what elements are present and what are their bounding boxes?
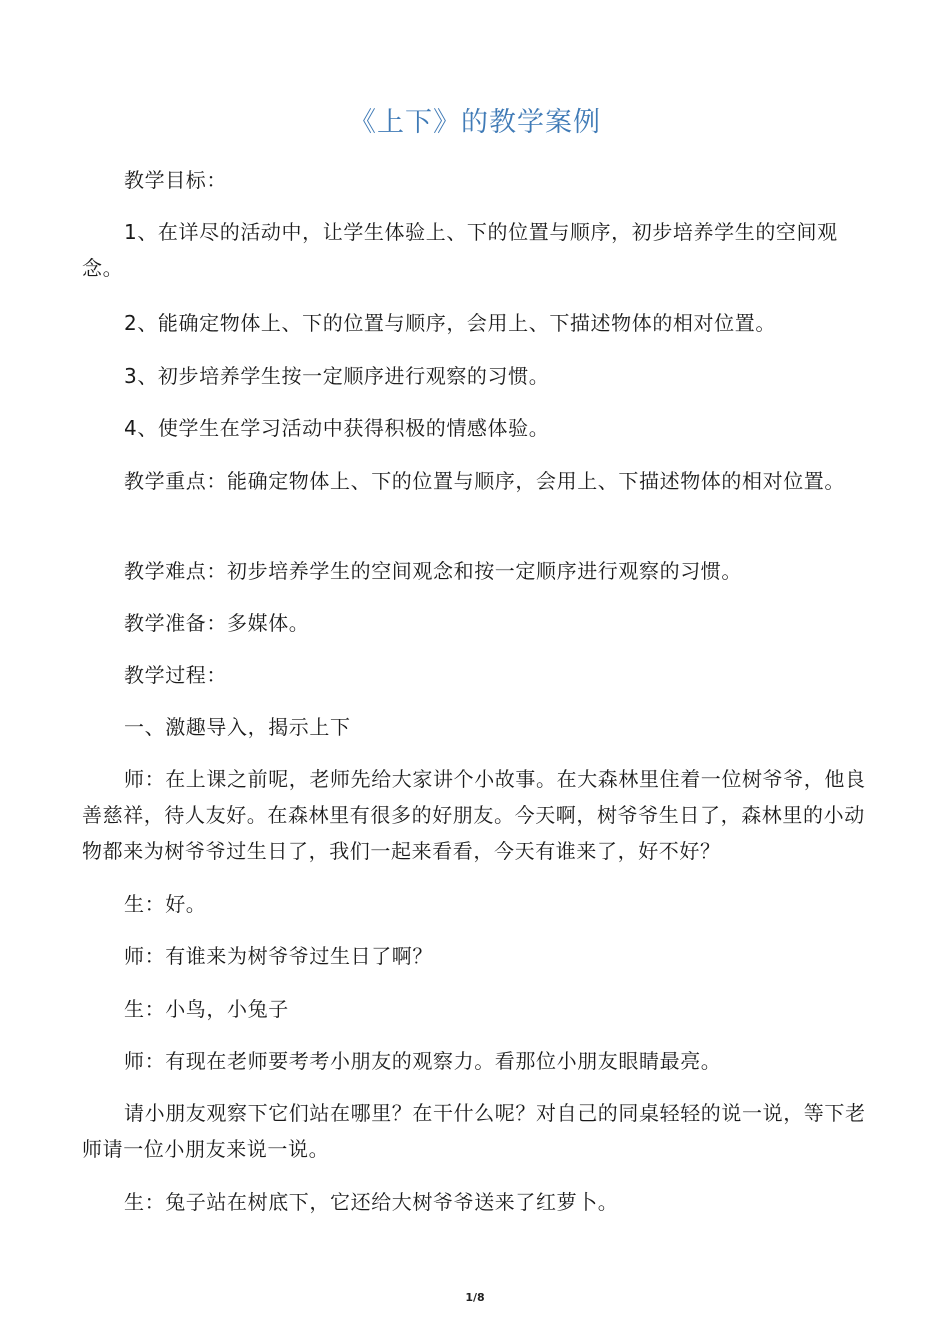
paragraph-student-reply-1: 生：好。 (124, 892, 207, 916)
paragraph-teacher-story: 师：在上课之前呢，老师先给大家讲个小故事。在大森林里住着一位树爷爷，他良善慈祥，待人友好。在森林里有很多的好朋友。今天啊，树爷爷生日了，森林里的小动物都来为树爷爷过生日了，我们一起来看看，今天有谁来了，好不好？ (82, 767, 866, 863)
paragraph-preparation: 教学准备：多媒体。 (124, 611, 310, 635)
paragraph-objective-2: 2、能确定物体上、下的位置与顺序，会用上、下描述物体的相对位置。 (124, 311, 776, 335)
paragraph-section-1-heading: 一、激趣导入，揭示上下 (124, 715, 351, 739)
paragraph-objective-3: 3、初步培养学生按一定顺序进行观察的习惯。 (124, 364, 550, 388)
paragraph-observe-instruction: 请小朋友观察下它们站在哪里？在干什么呢？对自己的同桌轻轻的说一说，等下老师请一位小朋友来说一说。 (82, 1101, 866, 1161)
page-number: 1/8 (465, 1291, 485, 1304)
paragraph-student-reply-2: 生：小鸟，小兔子 (124, 997, 289, 1021)
paragraph-objective-4: 4、使学生在学习活动中获得积极的情感体验。 (124, 416, 550, 440)
paragraph-objectives-heading: 教学目标： (124, 168, 227, 192)
paragraph-process-heading: 教学过程： (124, 663, 227, 687)
paragraph-student-reply-3: 生：兔子站在树底下，它还给大树爷爷送来了红萝卜。 (124, 1190, 619, 1214)
paragraph-key-points: 教学重点：能确定物体上、下的位置与顺序，会用上、下描述物体的相对位置。 (124, 469, 845, 493)
paragraph-difficulties: 教学难点：初步培养学生的空间观念和按一定顺序进行观察的习惯。 (124, 559, 742, 583)
paragraph-teacher-observation: 师：有现在老师要考考小朋友的观察力。看那位小朋友眼睛最亮。 (124, 1049, 722, 1073)
document-title: 《上下》的教学案例 (349, 107, 601, 138)
paragraph-objective-1: 1、在详尽的活动中，让学生体验上、下的位置与顺序，初步培养学生的空间观念。 (82, 220, 838, 280)
paragraph-teacher-question: 师：有谁来为树爷爷过生日了啊？ (124, 944, 433, 968)
